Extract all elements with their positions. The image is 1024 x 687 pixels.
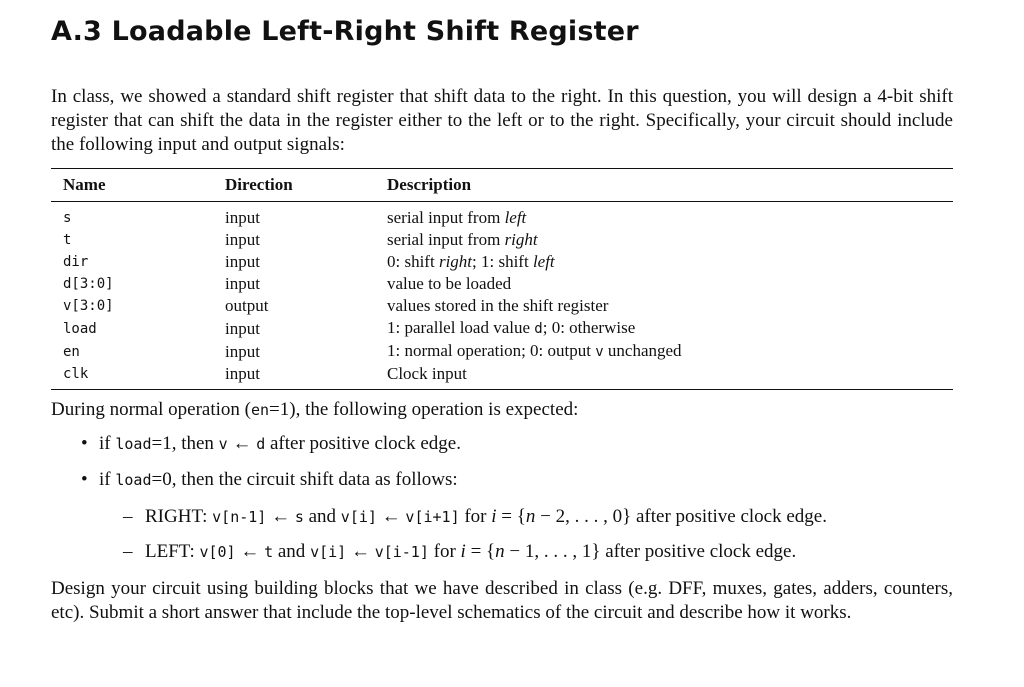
bullet-dot: • bbox=[81, 469, 88, 490]
header-direction: Direction bbox=[225, 175, 293, 194]
code-fragment: v[i-1] bbox=[374, 543, 429, 561]
code-fragment: t bbox=[264, 543, 274, 561]
normal-operation-paragraph bbox=[51, 398, 953, 422]
desc-italic: left bbox=[504, 208, 527, 227]
table-row bbox=[51, 273, 953, 295]
text-fragment: for bbox=[459, 506, 492, 527]
signal-description bbox=[387, 202, 953, 230]
design-paragraph: Design your circuit using building blocks that we have described in class (e.g. DFF, muxes, gates, adders, counters, etc). Submit a short answer that include the top-level schematics of the circuit and describe how it works. bbox=[51, 578, 953, 623]
code-fragment: v[n-1] bbox=[212, 508, 267, 526]
text-fragment: LEFT: bbox=[145, 541, 200, 562]
desc-text: Clock input bbox=[387, 364, 467, 383]
text-fragment: and bbox=[273, 541, 311, 562]
desc-text: 0: shift bbox=[387, 252, 439, 271]
table-header-row bbox=[51, 169, 953, 202]
desc-text: 1: parallel load value bbox=[387, 318, 535, 337]
signal-description bbox=[387, 340, 953, 363]
table-row bbox=[51, 340, 953, 363]
code-en: en bbox=[250, 401, 270, 419]
header-description: Description bbox=[387, 175, 472, 194]
arrow-symbol: ← bbox=[346, 541, 375, 562]
table-row bbox=[51, 251, 953, 273]
desc-italic: right bbox=[504, 230, 538, 249]
math-variable: i bbox=[491, 506, 497, 527]
header-name: Name bbox=[63, 175, 106, 194]
text-fragment: if bbox=[99, 433, 116, 454]
signal-direction: input bbox=[225, 252, 260, 271]
signal-description bbox=[387, 317, 953, 340]
signal-description bbox=[387, 363, 953, 390]
signal-name: clk bbox=[63, 366, 89, 382]
text-fragment: =1, then bbox=[151, 433, 219, 454]
text-fragment: − 2, . . . , 0} after positive clock edge. bbox=[535, 506, 827, 527]
text-fragment: RIGHT: bbox=[145, 506, 213, 527]
dash-marker: – bbox=[123, 506, 133, 527]
arrow-symbol: ← bbox=[266, 506, 295, 527]
text-fragment: = { bbox=[465, 541, 496, 562]
desc-italic: left bbox=[532, 252, 555, 271]
text-fragment: after positive clock edge. bbox=[265, 433, 461, 454]
desc-text: serial input from bbox=[387, 208, 505, 227]
signal-direction: input bbox=[225, 208, 260, 227]
code-fragment: s bbox=[294, 508, 304, 526]
signal-direction: output bbox=[225, 296, 269, 315]
desc-text: unchanged bbox=[603, 341, 682, 360]
code-fragment: v[0] bbox=[199, 543, 236, 561]
text-fragment: for bbox=[428, 541, 461, 562]
text-fragment: During normal operation ( bbox=[51, 399, 251, 420]
code-load: load bbox=[115, 471, 152, 489]
signal-name: load bbox=[63, 320, 97, 337]
table-row bbox=[51, 202, 953, 230]
sub-list-item-left bbox=[123, 541, 796, 563]
arrow-symbol: ← bbox=[376, 506, 406, 527]
signal-description bbox=[387, 295, 953, 317]
signal-description bbox=[387, 251, 953, 273]
desc-text: ; 0: otherwise bbox=[542, 318, 636, 337]
bullet-dot: • bbox=[81, 433, 88, 454]
text-fragment: =1), the following operation is expected: bbox=[269, 399, 579, 420]
table-row bbox=[51, 229, 953, 251]
section-title: A.3 Loadable Left-Right Shift Register bbox=[51, 16, 639, 47]
signal-name: t bbox=[63, 232, 72, 248]
text-fragment: if bbox=[99, 469, 116, 490]
desc-italic: right bbox=[438, 252, 473, 271]
code-load: load bbox=[115, 435, 152, 453]
code-fragment: v[i+1] bbox=[405, 508, 460, 526]
signal-name: v[3:0] bbox=[63, 298, 114, 314]
signal-direction: input bbox=[225, 341, 260, 361]
desc-text: value to be loaded bbox=[387, 274, 512, 293]
signal-direction: input bbox=[225, 230, 260, 249]
table-row bbox=[51, 295, 953, 317]
list-item bbox=[81, 469, 458, 491]
signal-direction: input bbox=[225, 364, 260, 383]
signal-direction: input bbox=[225, 274, 260, 293]
signal-name: dir bbox=[63, 254, 89, 270]
desc-text: ; 1: shift bbox=[472, 252, 533, 271]
text-fragment: − 1, . . . , 1} after positive clock edge. bbox=[504, 541, 797, 562]
math-variable: n bbox=[525, 506, 536, 527]
intro-paragraph: In class, we showed a standard shift register that shift data to the right. In this question, you will design a 4-bit shift register that can shift the data in the register either to the left or to the right. Specifically, your circuit should include the following input and output signals: bbox=[51, 86, 953, 155]
list-item bbox=[81, 433, 461, 455]
code-fragment: v[i] bbox=[340, 508, 377, 526]
signal-description bbox=[387, 273, 953, 295]
desc-text: values stored in the shift register bbox=[387, 296, 609, 315]
desc-code: d bbox=[534, 321, 543, 337]
math-variable: n bbox=[495, 541, 505, 562]
signal-direction: input bbox=[225, 318, 260, 338]
text-fragment: = { bbox=[496, 506, 526, 527]
signal-description bbox=[387, 229, 953, 251]
text-fragment: =0, then the circuit shift data as follows: bbox=[151, 469, 458, 490]
desc-text: 1: normal operation; 0: output bbox=[387, 341, 596, 360]
signal-name: en bbox=[63, 343, 80, 360]
code-fragment: v[i] bbox=[310, 543, 347, 561]
arrow-symbol: ← bbox=[235, 541, 265, 562]
text-fragment: and bbox=[303, 506, 341, 527]
desc-text: serial input from bbox=[387, 230, 505, 249]
table-row bbox=[51, 363, 953, 390]
arrow-symbol: ← bbox=[227, 433, 257, 454]
code-v: v bbox=[218, 435, 228, 453]
sub-list-item-right bbox=[123, 506, 827, 528]
math-variable: i bbox=[460, 541, 466, 562]
table-row bbox=[51, 317, 953, 340]
signals-table bbox=[51, 168, 953, 390]
dash-marker: – bbox=[123, 541, 133, 562]
signal-name: s bbox=[63, 210, 72, 226]
code-d: d bbox=[256, 435, 266, 453]
signal-name: d[3:0] bbox=[63, 276, 114, 292]
desc-code: v bbox=[595, 344, 604, 360]
